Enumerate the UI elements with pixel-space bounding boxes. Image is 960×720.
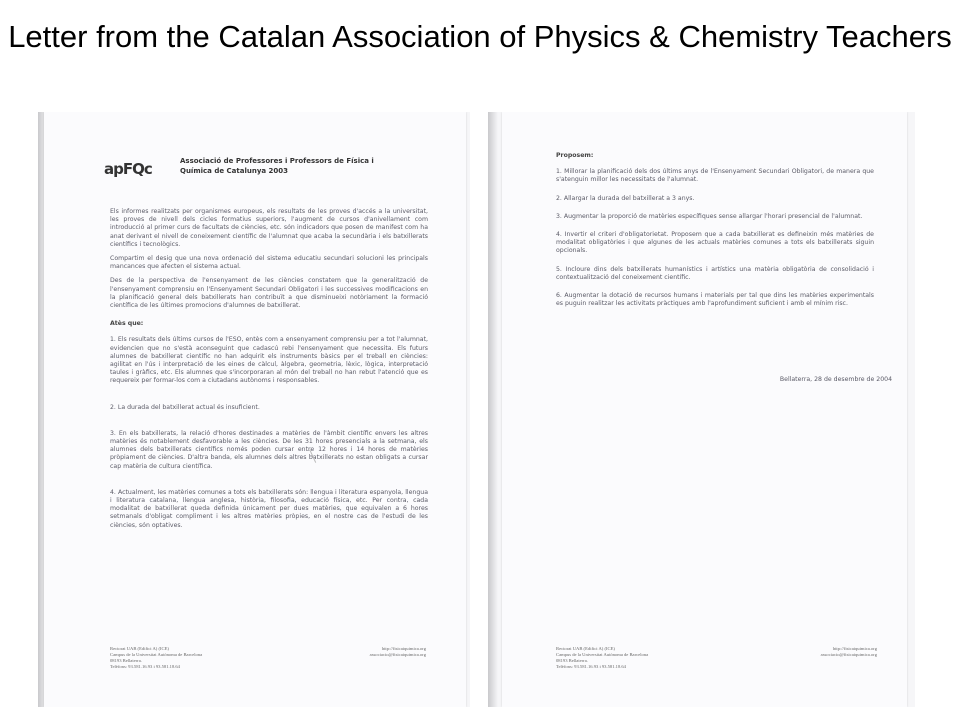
footer-address-line: Rectorat UAB (Edifici A) (ICE) bbox=[556, 646, 615, 651]
proposal-5: 5. Incloure dins dels batxillerats humanístics i artístics una matèria obligatòria de consolidació i contextualització del coneixement científic. bbox=[556, 265, 874, 281]
left-page-scan bbox=[38, 112, 470, 707]
right-page-paper bbox=[502, 112, 907, 707]
right-page-scan bbox=[488, 112, 915, 707]
point-3: 3. En els batxillerats, la relació d'hores destinades a matèries de l'àmbit científic envers les altres matèries és notablement desfavorable a les ciències. De les 31 hores presencials a la setmana, els alumnes dels batxillerats científics només poden cursar entre 12 hores i 14 hores de matèries pròpiament de ciències. D'altra banda, els alumnes dels altres batxillerats no estan obligats a cursar cap matèria de cultura científica. bbox=[110, 429, 428, 470]
footer-address-line: Campus de la Universitat Autònoma de Barcelona bbox=[110, 652, 203, 657]
proposal-3: 3. Augmentar la proporció de matèries específiques sense allargar l'horari presencial de l'alumnat. bbox=[556, 212, 863, 220]
footer-email: associacio@fisicaiquimica.org bbox=[820, 652, 877, 657]
right-page-body bbox=[556, 152, 874, 314]
footer-address-line: 08193 Bellaterra. bbox=[556, 658, 588, 663]
association-logo bbox=[104, 156, 158, 180]
footer-address-line: Campus de la Universitat Autònoma de Barcelona bbox=[556, 652, 649, 657]
proposal-4: 4. Invertir el criteri d'obligatorietat. Proposem que a cada batxillerat es defineixin més matèries de modalitat obligatòries i que algunes de les actuals matèries comunes a tots els batxillerats siguin opcionals. bbox=[556, 231, 874, 255]
proposal-2: 2. Allargar la durada del batxillerat a 3 anys. bbox=[556, 194, 695, 202]
intro-paragraph-3: Des de la perspectiva de l'ensenyament de les ciències constatem que la generalització de l'ensenyament comprensiu en l'Ensenyament Secundari Obligatori i les successives modificacions en la planificació general dels batxillerats han contribuït a que disminueixi notòriament la formació científica de les últimes promocions d'alumnes de batxillerat. bbox=[110, 277, 428, 310]
intro-paragraph-2: Compartim el desig que una nova ordenació del sistema educatiu secundari solucioni les principals mancances que afecten el sistema actual. bbox=[110, 255, 428, 271]
footer-address-line: Telèfons: 93.581.16.93 i 93.581.18.64 bbox=[556, 664, 626, 669]
point-1: 1. Els resultats dels últims cursos de l'ESO, entès com a ensenyament comprensiu per a tot l'alumnat, evidencien que no s'està aconseguint que cadascú rebi l'ensenyament que necessita. Els futurs alumnes de batxillerat científic no han adquirit els instruments bàsics per el treball en ciències: agilitat en l'ús i interpretació de les eines de càlcul, àlgebra, geometria, lèxic, lògica, interpretació taules i gràfics, etc. Els alumnes que s'incorporaran al món del treball no han rebut l'atenció que es requereix per formar-los com a ciutadans autònoms i responsables. bbox=[110, 336, 428, 385]
ates-que-heading: Atès que: bbox=[110, 320, 144, 328]
footer-url: http://fisicaiquimica.org bbox=[832, 646, 877, 651]
right-footer-address bbox=[556, 646, 648, 670]
proposem-heading: Proposem: bbox=[556, 152, 594, 159]
intro-paragraph-1: Els informes realitzats per organismes europeus, els resultats de les proves d'accés a la universitat, les proves de nivell dels cicles formatius superiors, l'augment de cursos d'anivellament com introducció al primer curs de facultats de ciències, etc. són indicadors que posen de manifest com ha anat derivant el nivell de coneixement científic de l'alumnat que acaba la secundària i els batxillerats científics i tecnològics. bbox=[110, 208, 428, 248]
footer-address-line: 08193 Bellaterra. bbox=[110, 658, 142, 663]
slide-title: Letter from the Catalan Association of Physics & Chemistry Teachers bbox=[8, 19, 952, 54]
proposal-1: 1. Millorar la planificació dels dos últims anys de l'Ensenyament Secundari Obligatori, de manera que s'atenguin millor les necessitats de l'alumnat. bbox=[556, 168, 874, 184]
point-4: 4. Actualment, les matèries comunes a tots els batxillerats són: llengua i literatura espanyola, llengua i literatura catalana, llengua anglesa, història, filosofia, educació física, etc. Per contra, cada modalitat de batxillerat queda definida únicament per dues matèries, que equivalen a 6 hores setmanals d'obligat compliment i les altres matèries pròpies, en el nostre cas de l'estudi de les ciències, són optatives. bbox=[110, 488, 428, 529]
footer-address-line: Telèfons: 93.581.16.93 i 93.581.18.64 bbox=[110, 664, 180, 669]
proposal-6: 6. Augmentar la dotació de recursos humans i materials per tal que dins les matèries experimentals es puguin realitzar les activitats pràctiques amb l'aprofundiment suficient i amb el mínim risc. bbox=[556, 292, 874, 308]
left-page-paper bbox=[44, 112, 466, 707]
logo-text: apFQc bbox=[104, 160, 152, 178]
point-2: 2. La durada del batxillerat actual és insuficient. bbox=[110, 403, 260, 411]
org-name: Associació de Professores i Professors de Física i Química de Catalunya 2003 bbox=[180, 157, 374, 175]
page-edge-shadow bbox=[488, 112, 498, 707]
left-footer-address bbox=[110, 646, 202, 670]
left-page-body bbox=[110, 208, 428, 536]
footer-email: associacio@fisicaiquimica.org bbox=[369, 652, 426, 657]
footer-address-line: Rectorat UAB (Edifici A) (ICE) bbox=[110, 646, 169, 651]
footer-url: http://fisicaiquimica.org bbox=[381, 646, 426, 651]
signature-date: Bellaterra, 28 de desembre de 2004 bbox=[779, 376, 892, 383]
right-footer-contact bbox=[821, 646, 877, 658]
left-footer-contact bbox=[370, 646, 426, 658]
